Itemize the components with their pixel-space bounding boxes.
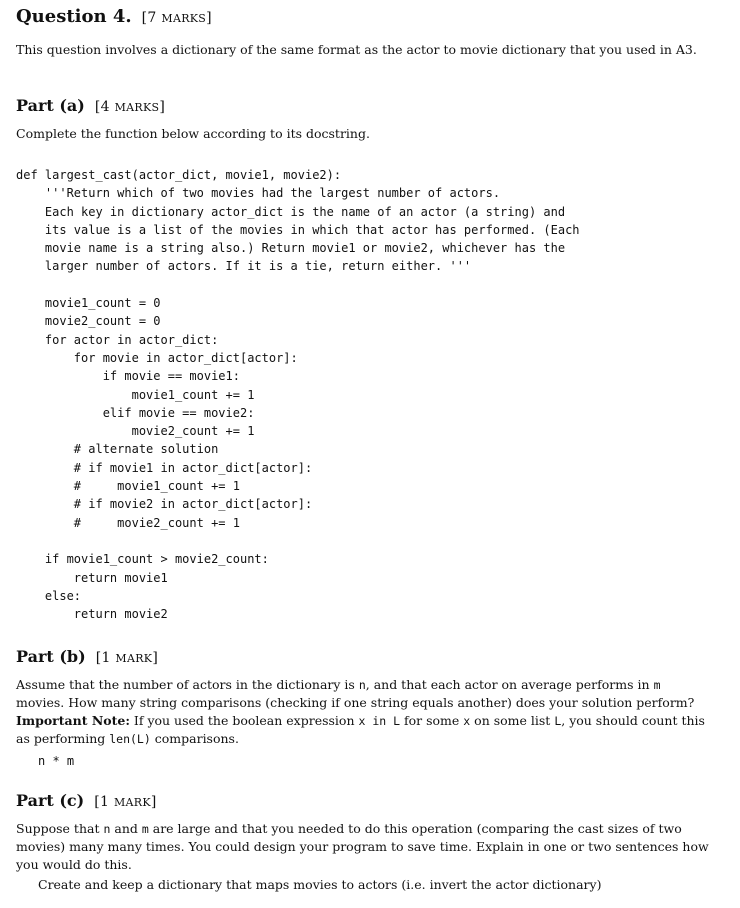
part-a-marks: [4 MARKS]	[94, 99, 166, 115]
code-line: # if movie2 in actor_dict[actor]:	[16, 497, 313, 512]
question-heading	[16, 6, 212, 27]
code-line: # if movie1 in actor_dict[actor]:	[16, 460, 313, 475]
code-line: # movie2_count += 1	[16, 515, 240, 530]
code-line: '''Return which of two movies had the largest number of actors.	[16, 186, 501, 201]
code-line: larger number of actors. If it is a tie, return either. '''	[16, 259, 472, 274]
code-line: # movie1_count += 1	[16, 479, 240, 494]
code-line	[16, 276, 580, 294]
part-b-title: Part (b)	[16, 647, 86, 666]
part-a-title: Part (a)	[16, 96, 85, 115]
code-line: its value is a list of the movies in which that actor has performed. (Each	[16, 222, 580, 237]
part-c-marks: [1 MARK]	[94, 794, 157, 810]
part-c-answer: Create and keep a dictionary that maps movies to actors (i.e. invert the actor dictionary)	[38, 877, 602, 892]
part-b-question: Assume that the number of actors in the dictionary is n, and that each actor on average performs in m movies. How many string comparisons (checking if one string equals another) does your solution perform? Important Note: If you used the boolean expression x in L for some x on some list L, you should count this as performing len(L) comparisons.	[16, 677, 705, 746]
code-line: movie2_count += 1	[16, 424, 255, 439]
part-c-question: Suppose that n and m are large and that you needed to do this operation (comparing the cast sizes of two movies) many many times. You could design your program to save time. Explain in one or two sentences how you would do this.	[16, 821, 709, 872]
part-c-title: Part (c)	[16, 791, 85, 810]
code-line: for movie in actor_dict[actor]:	[16, 350, 298, 365]
question-intro: This question involves a dictionary of the same format as the actor to movie dictionary that you used in A3.	[16, 42, 697, 57]
code-line: def largest_cast(actor_dict, movie1, movie2):	[16, 168, 342, 182]
code-line: movie name is a string also.) Return movie1 or movie2, whichever has the	[16, 241, 566, 256]
part-a-heading	[16, 96, 165, 115]
code-line: elif movie == movie2:	[16, 405, 255, 420]
part-b-marks: [1 MARK]	[95, 650, 159, 666]
code-line: else:	[16, 588, 82, 603]
code-line	[16, 532, 580, 550]
important-note-label: Important Note:	[16, 713, 130, 728]
code-block	[16, 166, 580, 623]
code-line: if movie1_count > movie2_count:	[16, 552, 269, 567]
code-line: movie1_count = 0	[16, 296, 161, 311]
code-line: Each key in dictionary actor_dict is the name of an actor (a string) and	[16, 204, 566, 219]
code-line: if movie == movie1:	[16, 369, 240, 384]
part-a-instruction: Complete the function below according to its docstring.	[16, 126, 370, 141]
question-title: Question 4.	[16, 6, 132, 27]
code-line: for actor in actor_dict:	[16, 332, 219, 347]
part-b-heading	[16, 647, 158, 666]
part-c-heading	[16, 791, 157, 810]
code-line: return movie1	[16, 570, 168, 585]
code-line: movie2_count = 0	[16, 314, 161, 329]
code-line: # alternate solution	[16, 442, 219, 457]
code-line: return movie2	[16, 607, 168, 622]
code-line: movie1_count += 1	[16, 387, 255, 402]
question-marks: [7 MARKS]	[141, 10, 212, 26]
part-b-answer: n * m	[38, 754, 75, 768]
